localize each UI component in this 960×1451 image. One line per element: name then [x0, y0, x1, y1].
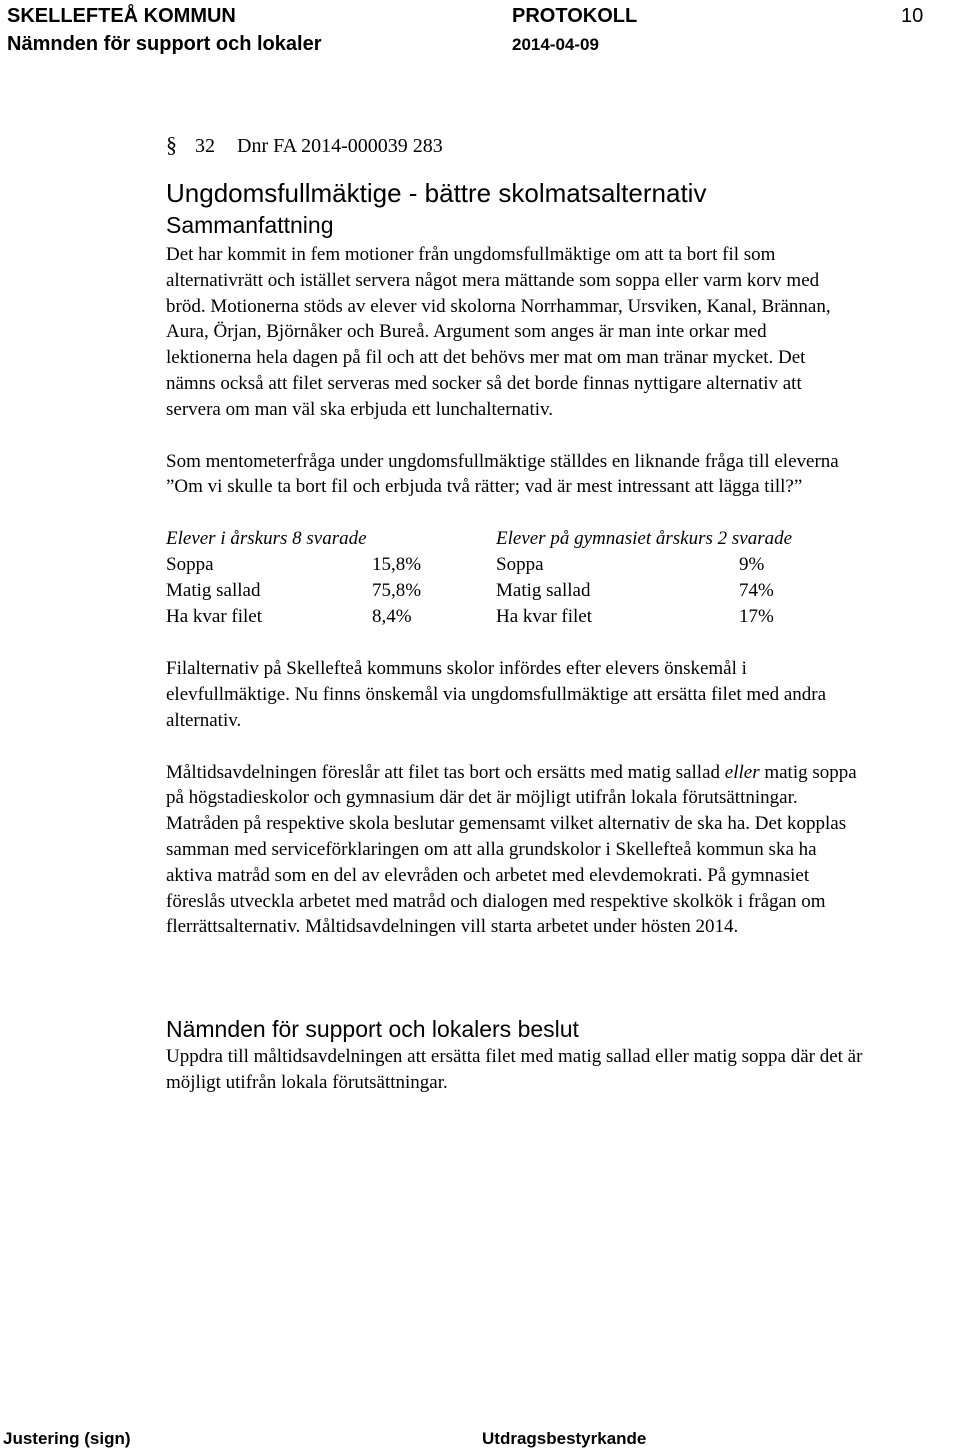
group2-heading: Elever på gymnasiet årskurs 2 svarade: [496, 528, 793, 550]
option-label: Matig sallad: [496, 580, 591, 602]
option-label: Soppa: [166, 554, 214, 576]
header-date: 2014-04-09: [512, 35, 599, 54]
item-reference: [166, 132, 866, 159]
group1-heading: Elever i årskurs 8 svarade: [166, 528, 367, 550]
results-header-row: [166, 526, 829, 552]
header-page-number: 10: [901, 5, 924, 27]
footer-utdragsbestyrkande: Utdragsbestyrkande: [482, 1429, 647, 1448]
header-doc-type: PROTOKOLL: [512, 5, 638, 27]
option-value: 17%: [739, 606, 774, 628]
header-org: SKELLEFTEÅ KOMMUN: [7, 5, 236, 27]
item-number: 32: [195, 135, 215, 157]
option-value: 9%: [739, 554, 765, 576]
option-value: 74%: [739, 580, 774, 602]
decision-heading: Nämnden för support och lokalers beslut: [166, 1016, 579, 1043]
option-label: Ha kvar filet: [496, 606, 593, 628]
section-sign-icon: §: [166, 132, 177, 157]
background-paragraph: Filalternativ på Skellefteå kommuns skolor infördes efter elevers önskemål i elevfullmäktige. Nu finns önskemål via ungdomsfullmäktige att ersätta filet med andra alternativ.: [166, 658, 827, 731]
table-row: [166, 604, 829, 630]
survey-question: Som mentometerfråga under ungdomsfullmäktige ställdes en liknande fråga till eleverna ”Om vi skulle ta bort fil och erbjuda två rätter; vad är mest intressant att lägga till?”: [166, 450, 839, 498]
option-value: 15,8%: [372, 554, 422, 576]
proposal-emphasis: eller: [724, 761, 760, 783]
decision-body: Uppdra till måltidsavdelningen att ersätta filet med matig sallad eller matig soppa där det är möjligt utifrån lokala förutsättningar.: [166, 1046, 863, 1093]
item-dnr: Dnr FA 2014-000039 283: [237, 135, 443, 157]
option-label: Soppa: [496, 554, 544, 576]
footer-justering: Justering (sign): [3, 1429, 131, 1448]
proposal-text-start: Måltidsavdelningen föreslår att filet tas bort och ersätts med matig sallad: [166, 761, 725, 783]
table-row: [166, 578, 829, 604]
summary-body: Det har kommit in fem motioner från ungdomsfullmäktige om att ta bort fil som alternativrätt och istället servera något mera mättande som soppa eller varm korv med bröd. Motionerna stöds av elever vid skolorna Norrhammar, Ursviken, Kanal, Brännan, Aura, Örjan, Björnåker och Bureå. Argument som anges är man inte orkar med lektionerna hela dagen på fil och att det behövs mer mat om man tränar mycket. Det nämns också att filet serveras med socker så det borde finnas nyttigare alternativ att servera om man väl ska erbjuda ett lunchalternativ.: [166, 244, 831, 420]
summary-heading: Sammanfattning: [166, 212, 334, 238]
proposal-paragraph: [166, 760, 866, 941]
option-label: Ha kvar filet: [166, 606, 263, 628]
item-title: Ungdomsfullmäktige - bättre skolmatsalternativ: [166, 178, 707, 208]
survey-results-table: [166, 526, 829, 630]
option-value: 8,4%: [372, 606, 412, 628]
option-label: Matig sallad: [166, 580, 261, 602]
header-committee: Nämnden för support och lokaler: [7, 33, 322, 55]
proposal-text-end: matig soppa på högstadieskolor och gymnasium där det är möjligt utifrån lokala förutsättningar. Matråden på respektive skola beslutar gemensamt vilket alternativ de ska ha. Det kopplas samman med serviceförklaringen om att alla grundskolor i Skellefteå kommun ska ha aktiva matråd som en del av elevråden och arbetet med elevdemokrati. På gymnasiet föreslås utveckla arbetet med matråd och dialogen med respektive skolkök i frågan om flerrättsalternativ. Måltidsavdelningen vill starta arbetet under hösten 2014.: [166, 761, 857, 938]
protocol-item: [166, 132, 866, 1096]
option-value: 75,8%: [372, 580, 422, 602]
table-row: [166, 552, 829, 578]
